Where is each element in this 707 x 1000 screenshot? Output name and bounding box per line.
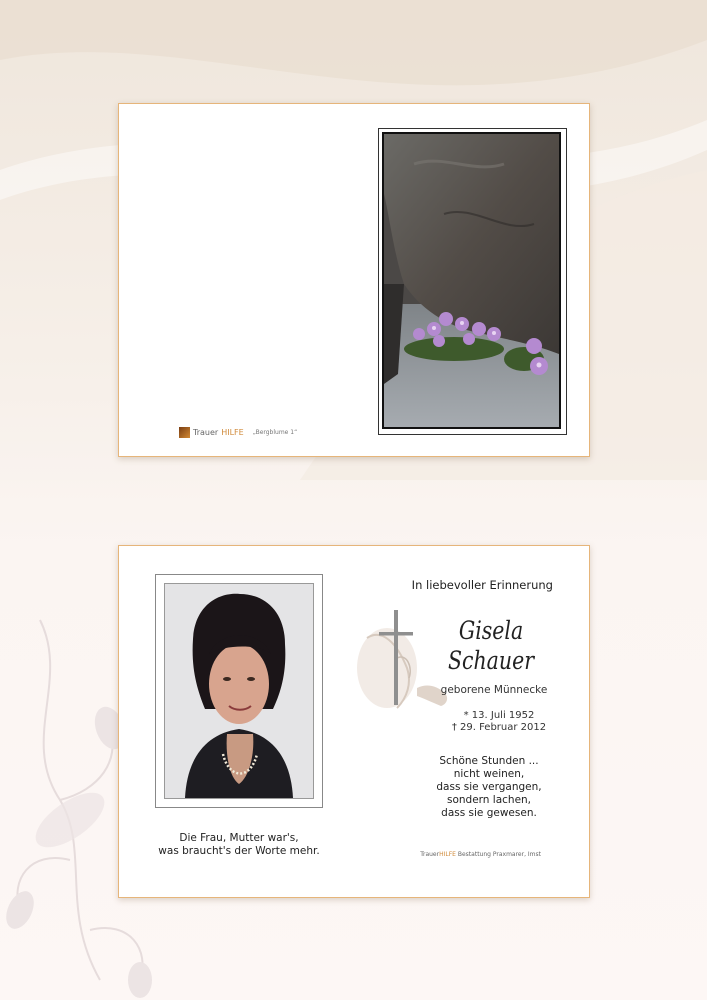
- funeral-home-footer: [419, 851, 541, 858]
- birth-date: * 13. Juli 1952: [463, 710, 535, 721]
- footer-trauer: Trauer: [420, 851, 440, 858]
- maiden-name: geborene Münnecke: [440, 684, 548, 696]
- first-name: Gisela: [458, 616, 524, 645]
- brand-logo-icon: [179, 427, 190, 438]
- footer-hilfe: HILFE: [439, 851, 456, 858]
- front-photo-frame: [378, 128, 567, 435]
- portrait-frame: [155, 574, 323, 808]
- verse: [414, 755, 564, 820]
- card-inside: [118, 545, 590, 898]
- verse-line: dass sie gewesen.: [441, 807, 537, 819]
- verse-line: sondern lachen,: [446, 794, 532, 806]
- death-date: † 29. Februar 2012: [451, 722, 547, 733]
- brand-footer: [179, 427, 297, 438]
- quote-left: [149, 832, 329, 858]
- rock-flower-image: [384, 134, 559, 427]
- portrait-image: [165, 584, 313, 798]
- verse-line: Schöne Stunden ...: [439, 755, 539, 767]
- verse-line: dass sie vergangen,: [436, 781, 542, 793]
- portrait-photo: [164, 583, 314, 799]
- brand-trauer: Trauer: [193, 428, 219, 437]
- card-front: [118, 103, 590, 457]
- intro-heading: In liebevoller Erinnerung: [411, 578, 553, 592]
- life-dates: [429, 710, 569, 734]
- quote-line: was braucht's der Worte mehr.: [158, 845, 320, 857]
- last-name: Schauer: [447, 646, 535, 675]
- front-photo: [382, 132, 561, 429]
- brand-hilfe: HILFE: [221, 428, 244, 437]
- footer-rest: Bestattung Praxmarer, Imst: [455, 851, 541, 858]
- motif-name: „Bergblume 1“: [252, 429, 298, 436]
- verse-line: nicht weinen,: [453, 768, 525, 780]
- quote-line: Die Frau, Mutter war's,: [179, 832, 299, 844]
